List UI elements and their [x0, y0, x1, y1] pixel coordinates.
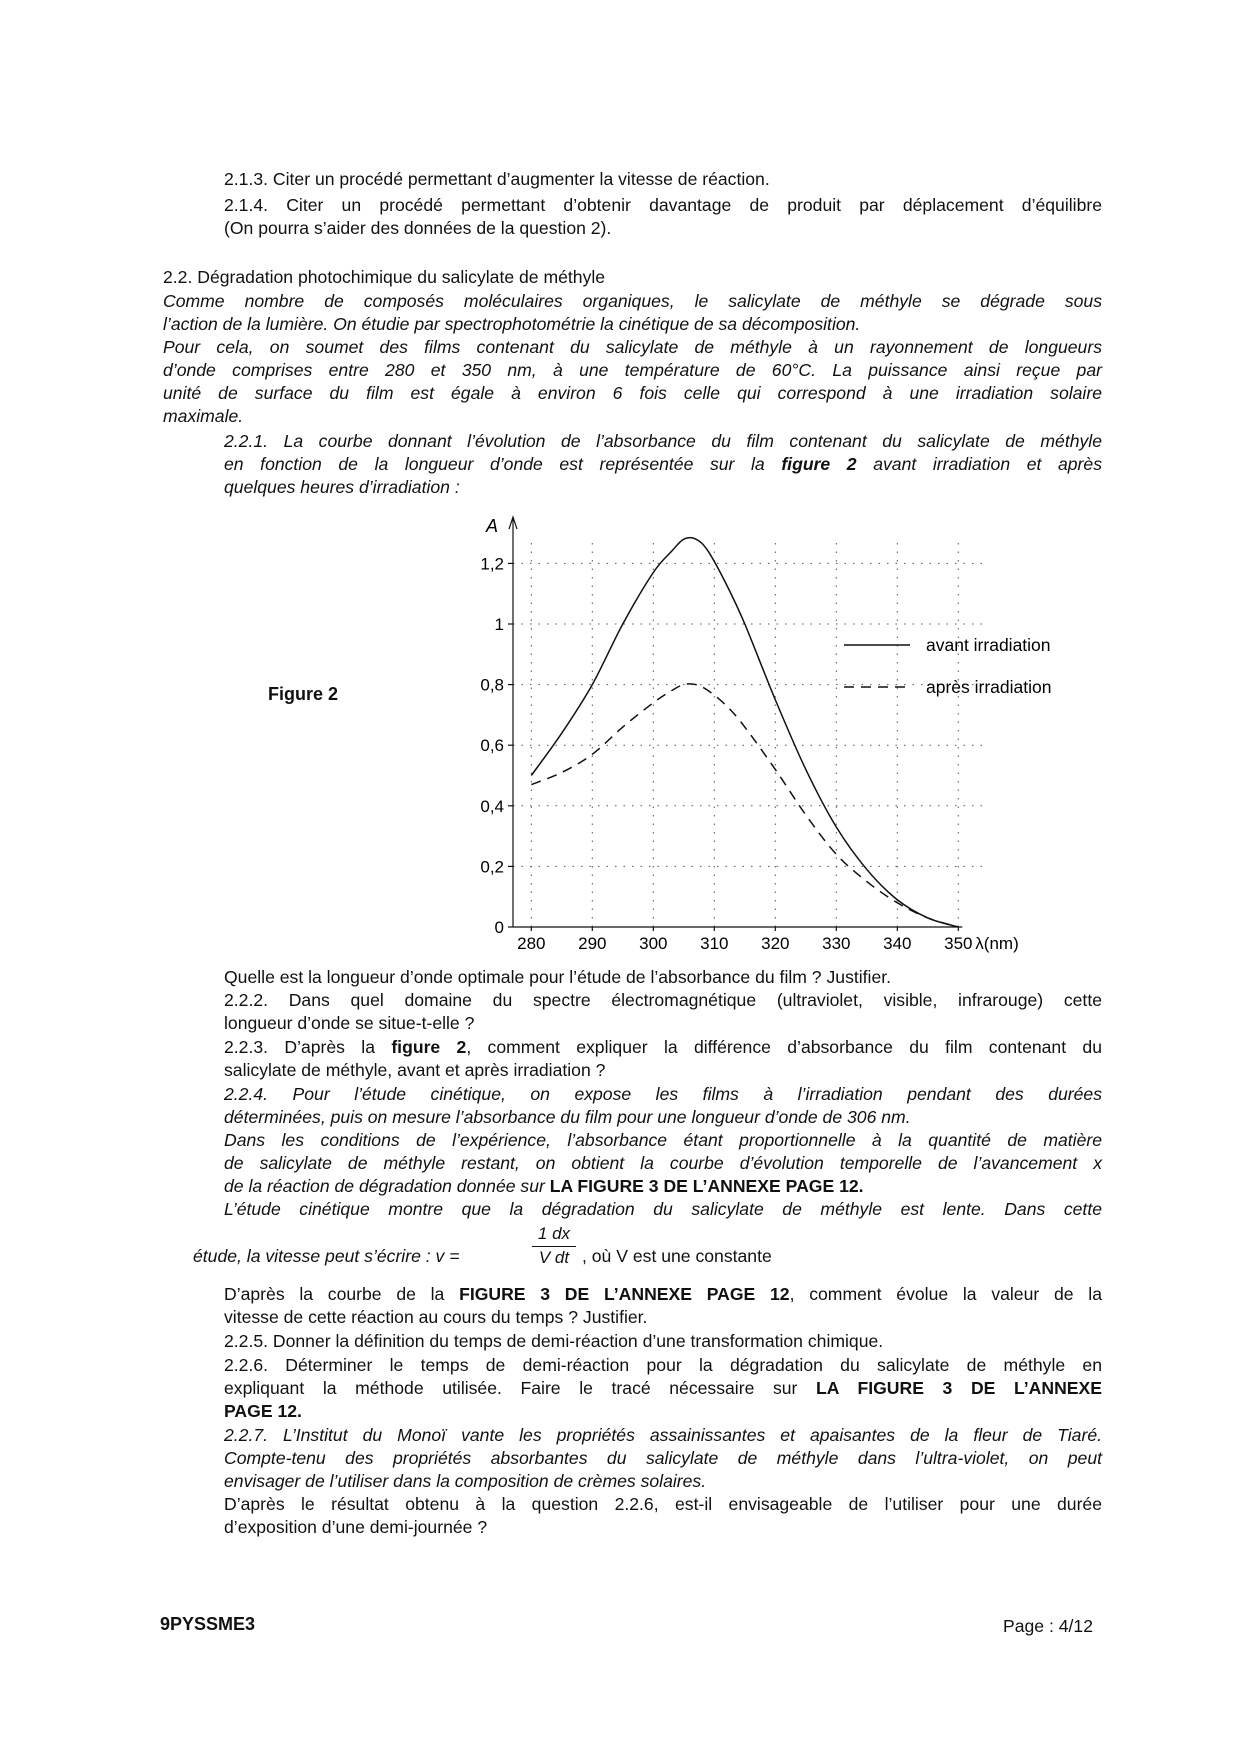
- chart-legend: [844, 635, 1051, 697]
- intro-line: d’onde comprises entre 280 et 350 nm, à une température de 60°C. La puissance ainsi reçue par: [163, 360, 1102, 380]
- q221-figure-ref: figure 2: [781, 454, 857, 474]
- q224-l7-b: , où V est une constante: [582, 1246, 772, 1266]
- q224-l3: Dans les conditions de l’expérience, l’absorbance étant proportionnelle à la quantité de matière: [224, 1130, 1102, 1150]
- q226-l1: 2.2.6. Déterminer le temps de demi-réaction pour la dégradation du salicylate de méthyle en: [224, 1355, 1102, 1375]
- q224-l9: vitesse de cette réaction au cours du temps ? Justifier.: [224, 1307, 648, 1327]
- x-tick-label: 310: [700, 934, 729, 953]
- frac-numerator: 1 dx: [537, 1224, 571, 1243]
- q221-line1: 2.2.1. La courbe donnant l’évolution de l’absorbance du film contenant du salicylate de méthyle: [224, 431, 1102, 451]
- q224-annexe-ref: LA FIGURE 3 DE L’ANNEXE PAGE 12.: [549, 1176, 864, 1196]
- q222-line2: longueur d’onde se situe-t-elle ?: [224, 1013, 475, 1033]
- q224-l8-a: D’après la courbe de la: [224, 1284, 460, 1304]
- x-tick-label: 300: [639, 934, 668, 953]
- q224-l7-a: étude, la vitesse peut s’écrire : v =: [193, 1246, 460, 1266]
- x-tick-label: 290: [578, 934, 607, 953]
- absorbance-chart: [440, 515, 1080, 965]
- x-tick-label: 340: [883, 934, 912, 953]
- x-tick-label: 330: [822, 934, 851, 953]
- q226-l2: [224, 1377, 1102, 1400]
- q223-line2: salicylate de méthyle, avant et après irradiation ?: [224, 1060, 606, 1080]
- q224-l8-c: , comment évolue la valeur de la: [789, 1284, 1102, 1304]
- q227-l2: Compte-tenu des propriétés absorbantes du salicylate de méthyle dans l’ultra-violet, on peut: [224, 1448, 1102, 1468]
- q224-l8: [224, 1283, 1102, 1306]
- x-tick-label: 280: [517, 934, 546, 953]
- legend-label: avant irradiation: [926, 635, 1051, 655]
- q223-a: 2.2.3. D’après la: [224, 1037, 392, 1057]
- q227-l4: D’après le résultat obtenu à la question 2.2.6, est-il envisageable de l’utiliser pour une durée: [224, 1494, 1102, 1514]
- q-optimal: Quelle est la longueur d’onde optimale pour l’étude de l’absorbance du film ? Justifier.: [224, 967, 892, 987]
- q227-l5: d’exposition d’une demi-journée ?: [224, 1517, 488, 1537]
- legend-label: après irradiation: [926, 677, 1052, 697]
- intro-line: maximale.: [163, 406, 244, 426]
- q224-l4: de salicylate de méthyle restant, on obtient la courbe d’évolution temporelle de l’avancement x: [224, 1153, 1102, 1173]
- x-tick-label: 320: [761, 934, 790, 953]
- frac-denominator: V dt: [538, 1248, 570, 1267]
- q224: [224, 1083, 1102, 1221]
- y-tick-label: 0,6: [480, 736, 504, 756]
- chart-grid: [513, 537, 989, 927]
- q226-l2-a: expliquant la méthode utilisée. Faire le tracé nécessaire sur: [224, 1378, 817, 1398]
- q226-l3: PAGE 12.: [224, 1401, 302, 1421]
- q221-line2-a: en fonction de la longueur d’onde est représentée sur la: [224, 454, 782, 474]
- q221-line3: quelques heures d’irradiation :: [224, 477, 460, 497]
- section22-intro: [163, 290, 1102, 428]
- series-line-apres: [531, 684, 958, 927]
- q224-l2: déterminées, puis on mesure l’absorbance du film pour une longueur d’onde de 306 nm.: [224, 1107, 911, 1127]
- q224-l6: L’étude cinétique montre que la dégradation du salicylate de méthyle est lente. Dans cette: [224, 1199, 1102, 1219]
- q223-figure-ref: figure 2: [391, 1037, 467, 1057]
- y-tick-label: 0,2: [480, 857, 504, 877]
- q223-c: , comment expliquer la différence d’absorbance du film contenant du: [466, 1037, 1102, 1057]
- q223-line1: [224, 1036, 1102, 1059]
- y-tick-label: 1: [494, 615, 504, 634]
- intro-line: unité de surface du film est égale à environ 6 fois celle qui correspond à une irradiation solaire: [163, 383, 1102, 403]
- intro-line: Pour cela, on soumet des films contenant du salicylate de méthyle à un rayonnement de longueurs: [163, 337, 1102, 357]
- q227-l1: 2.2.7. L’Institut du Monoï vante les propriétés assainissantes et apaisantes de la fleur de Tiaré.: [224, 1425, 1102, 1445]
- q222-line1: 2.2.2. Dans quel domaine du spectre électromagnétique (ultraviolet, visible, infrarouge) cette: [224, 990, 1102, 1010]
- q227: [224, 1424, 1102, 1539]
- footer-page-number: Page : 4/12: [1003, 1616, 1093, 1636]
- y-tick-label: 0,8: [480, 675, 504, 695]
- y-tick-label: 0,4: [480, 796, 504, 816]
- q224-l1: 2.2.4. Pour l’étude cinétique, on expose les films à l’irradiation pendant des durées: [224, 1084, 1102, 1104]
- chart-ticks: [480, 554, 1018, 953]
- q223: [224, 1036, 1102, 1082]
- figure-label: Figure 2: [268, 684, 339, 704]
- y-tick-label: 1,2: [480, 554, 504, 574]
- q224-followup: [224, 1283, 1102, 1329]
- section22-title: 2.2. Dégradation photochimique du salicylate de méthyle: [163, 267, 606, 287]
- y-axis-label: A: [486, 516, 499, 537]
- q221-line2: [224, 453, 1102, 476]
- q214-line2: (On pourra s’aider des données de la question 2).: [224, 218, 612, 238]
- chart-lines: [531, 538, 958, 927]
- q213: 2.1.3. Citer un procédé permettant d’augmenter la vitesse de réaction.: [224, 169, 770, 189]
- intro-line: Comme nombre de composés moléculaires organiques, le salicylate de méthyle se dégrade sous: [163, 291, 1102, 311]
- q226-annexe-ref: LA FIGURE 3 DE L’ANNEXE: [816, 1378, 1103, 1398]
- q224-l8-annexe: FIGURE 3 DE L’ANNEXE PAGE 12: [459, 1284, 790, 1304]
- q214-line1: 2.1.4. Citer un procédé permettant d’obtenir davantage de produit par déplacement d’équilibre: [224, 195, 1102, 215]
- q224-l5: [224, 1175, 1102, 1198]
- x-axis-label: λ(nm): [975, 934, 1019, 953]
- q221: [224, 430, 1102, 499]
- x-tick-label: 350: [944, 934, 973, 953]
- q214: [224, 194, 1102, 240]
- footer-code: 9PYSSME3: [160, 1614, 256, 1634]
- q226: [224, 1354, 1102, 1423]
- q222: [224, 989, 1102, 1035]
- q221-line2-c: avant irradiation et après: [856, 454, 1102, 474]
- series-line-avant: [531, 538, 958, 927]
- intro-line: l’action de la lumière. On étudie par spectrophotométrie la cinétique de sa décomposition.: [163, 314, 861, 334]
- q224-l5-a: de la réaction de dégradation donnée sur: [224, 1176, 550, 1196]
- y-tick-label: 0: [494, 918, 504, 937]
- q227-l3: envisager de l’utiliser dans la composition de crèmes solaires.: [224, 1471, 707, 1491]
- q225: 2.2.5. Donner la définition du temps de demi-réaction d’une transformation chimique.: [224, 1331, 884, 1351]
